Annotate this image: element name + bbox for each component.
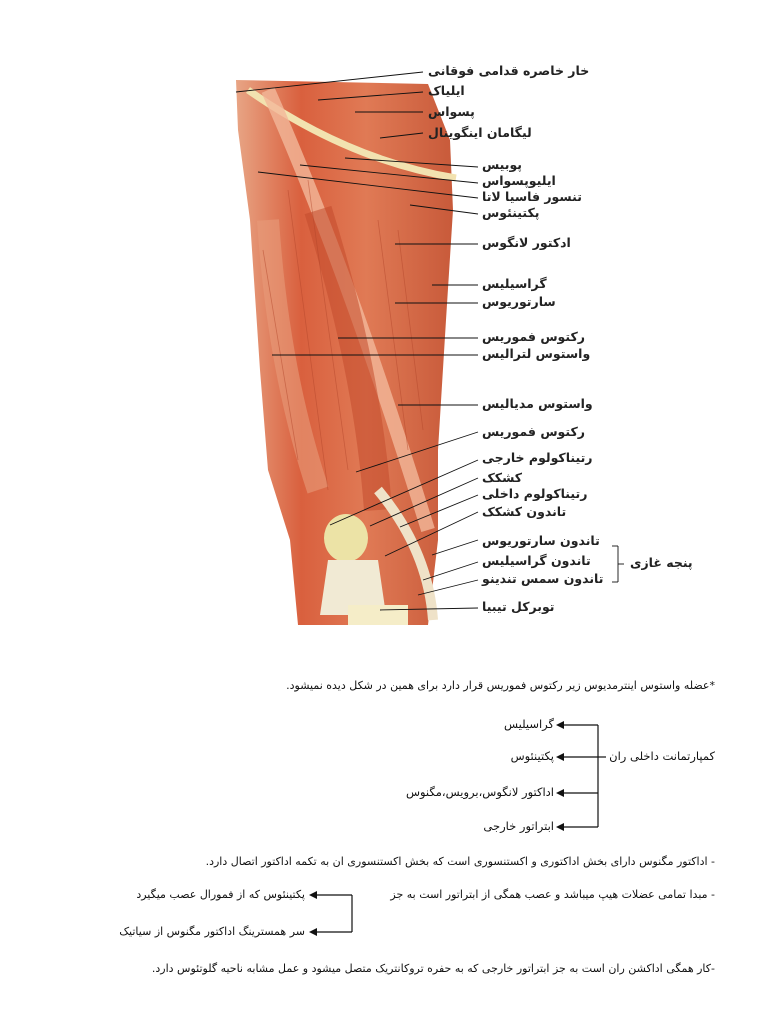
label-sartorius-tendon: تاندون سارتوریوس	[482, 533, 600, 548]
label-tensor-fascia-lata: تنسور فاسیا لاتا	[482, 189, 582, 204]
label-sartorius: سارتوریوس	[482, 294, 556, 309]
label-rectus-femoris-1: رکتوس فموریس	[482, 329, 585, 344]
compartment-item-pectineus: پکتینئوس	[510, 749, 554, 763]
paragraph-pectineus-nerve: پکتینئوس که از فمورال عصب میگیرد	[136, 888, 305, 901]
label-tibial-tuberosity: توبرکل تیبیا	[482, 599, 555, 614]
compartment-item-adductors: اداکتور لانگوس،برویس،مگنوس	[405, 785, 554, 799]
paragraph-adductor-magnus: - اداکتور مگنوس دارای بخش اداکتوری و اکستنسوری است که بخش اکستنسوری ان به تکمه اداکتور اتصال دارد.	[205, 855, 715, 868]
compartment-item-gracilis: گراسیلیس	[503, 717, 554, 731]
label-gracilis-tendon: تاندون گراسیلیس	[482, 553, 591, 568]
paragraph-innervation: - مبدا تمامی عضلات هیپ میباشد و عصب همگی از ابتراتور است به جز	[390, 888, 715, 901]
paragraph-function: -کار همگی اداکشن ران است به جز ابتراتور خارجی که به حفره تروکانتریک متصل میشود و عمل مشابه ناحیه گلوتئوس دارد.	[151, 962, 715, 975]
paragraph-hamstring-head: سر همسترینگ اداکتور مگنوس از سیاتیک	[119, 925, 305, 938]
compartment-title: کمپارتمانت داخلی ران	[609, 749, 715, 763]
label-vastus-lateralis: واستوس لترالیس	[482, 346, 591, 361]
label-iliopsoas: ایلیوپسواس	[482, 173, 556, 188]
label-gracilis: گراسیلیس	[482, 276, 547, 291]
label-asis: خار خاصره قدامی فوقانی	[428, 63, 590, 78]
label-rectus-femoris-2: رکتوس فموریس	[482, 424, 585, 439]
label-lateral-retinaculum: رتیناکولوم خارجی	[482, 450, 593, 465]
label-medial-retinaculum: رتیناکولوم داخلی	[482, 486, 588, 501]
label-patellar-tendon: تاندون کشکک	[482, 504, 567, 519]
label-inguinal-ligament: لیگامان اینگوینال	[428, 125, 532, 140]
label-patella: کشکک	[482, 470, 523, 485]
label-psoas: پسواس	[428, 104, 475, 119]
label-adductor-longus: ادکتور لانگوس	[482, 235, 571, 250]
label-pes-anserinus: پنجه غازی	[630, 555, 693, 570]
compartment-item-obturator-externus: ابتراتور خارجی	[483, 819, 554, 833]
label-semitendinosus-tendon: تاندون سمس تندینو	[482, 571, 604, 586]
label-pubis: پوبیس	[482, 157, 522, 172]
note-text: *عضله واستوس اینترمدیوس زیر رکتوس فموریس قرار دارد برای همین در شکل دیده نمیشود.	[286, 679, 715, 692]
label-pectineus: پکتینئوس	[482, 205, 540, 220]
label-vastus-medialis: واستوس مدیالیس	[482, 396, 593, 411]
label-iliacus: ایلیاک	[428, 83, 465, 98]
